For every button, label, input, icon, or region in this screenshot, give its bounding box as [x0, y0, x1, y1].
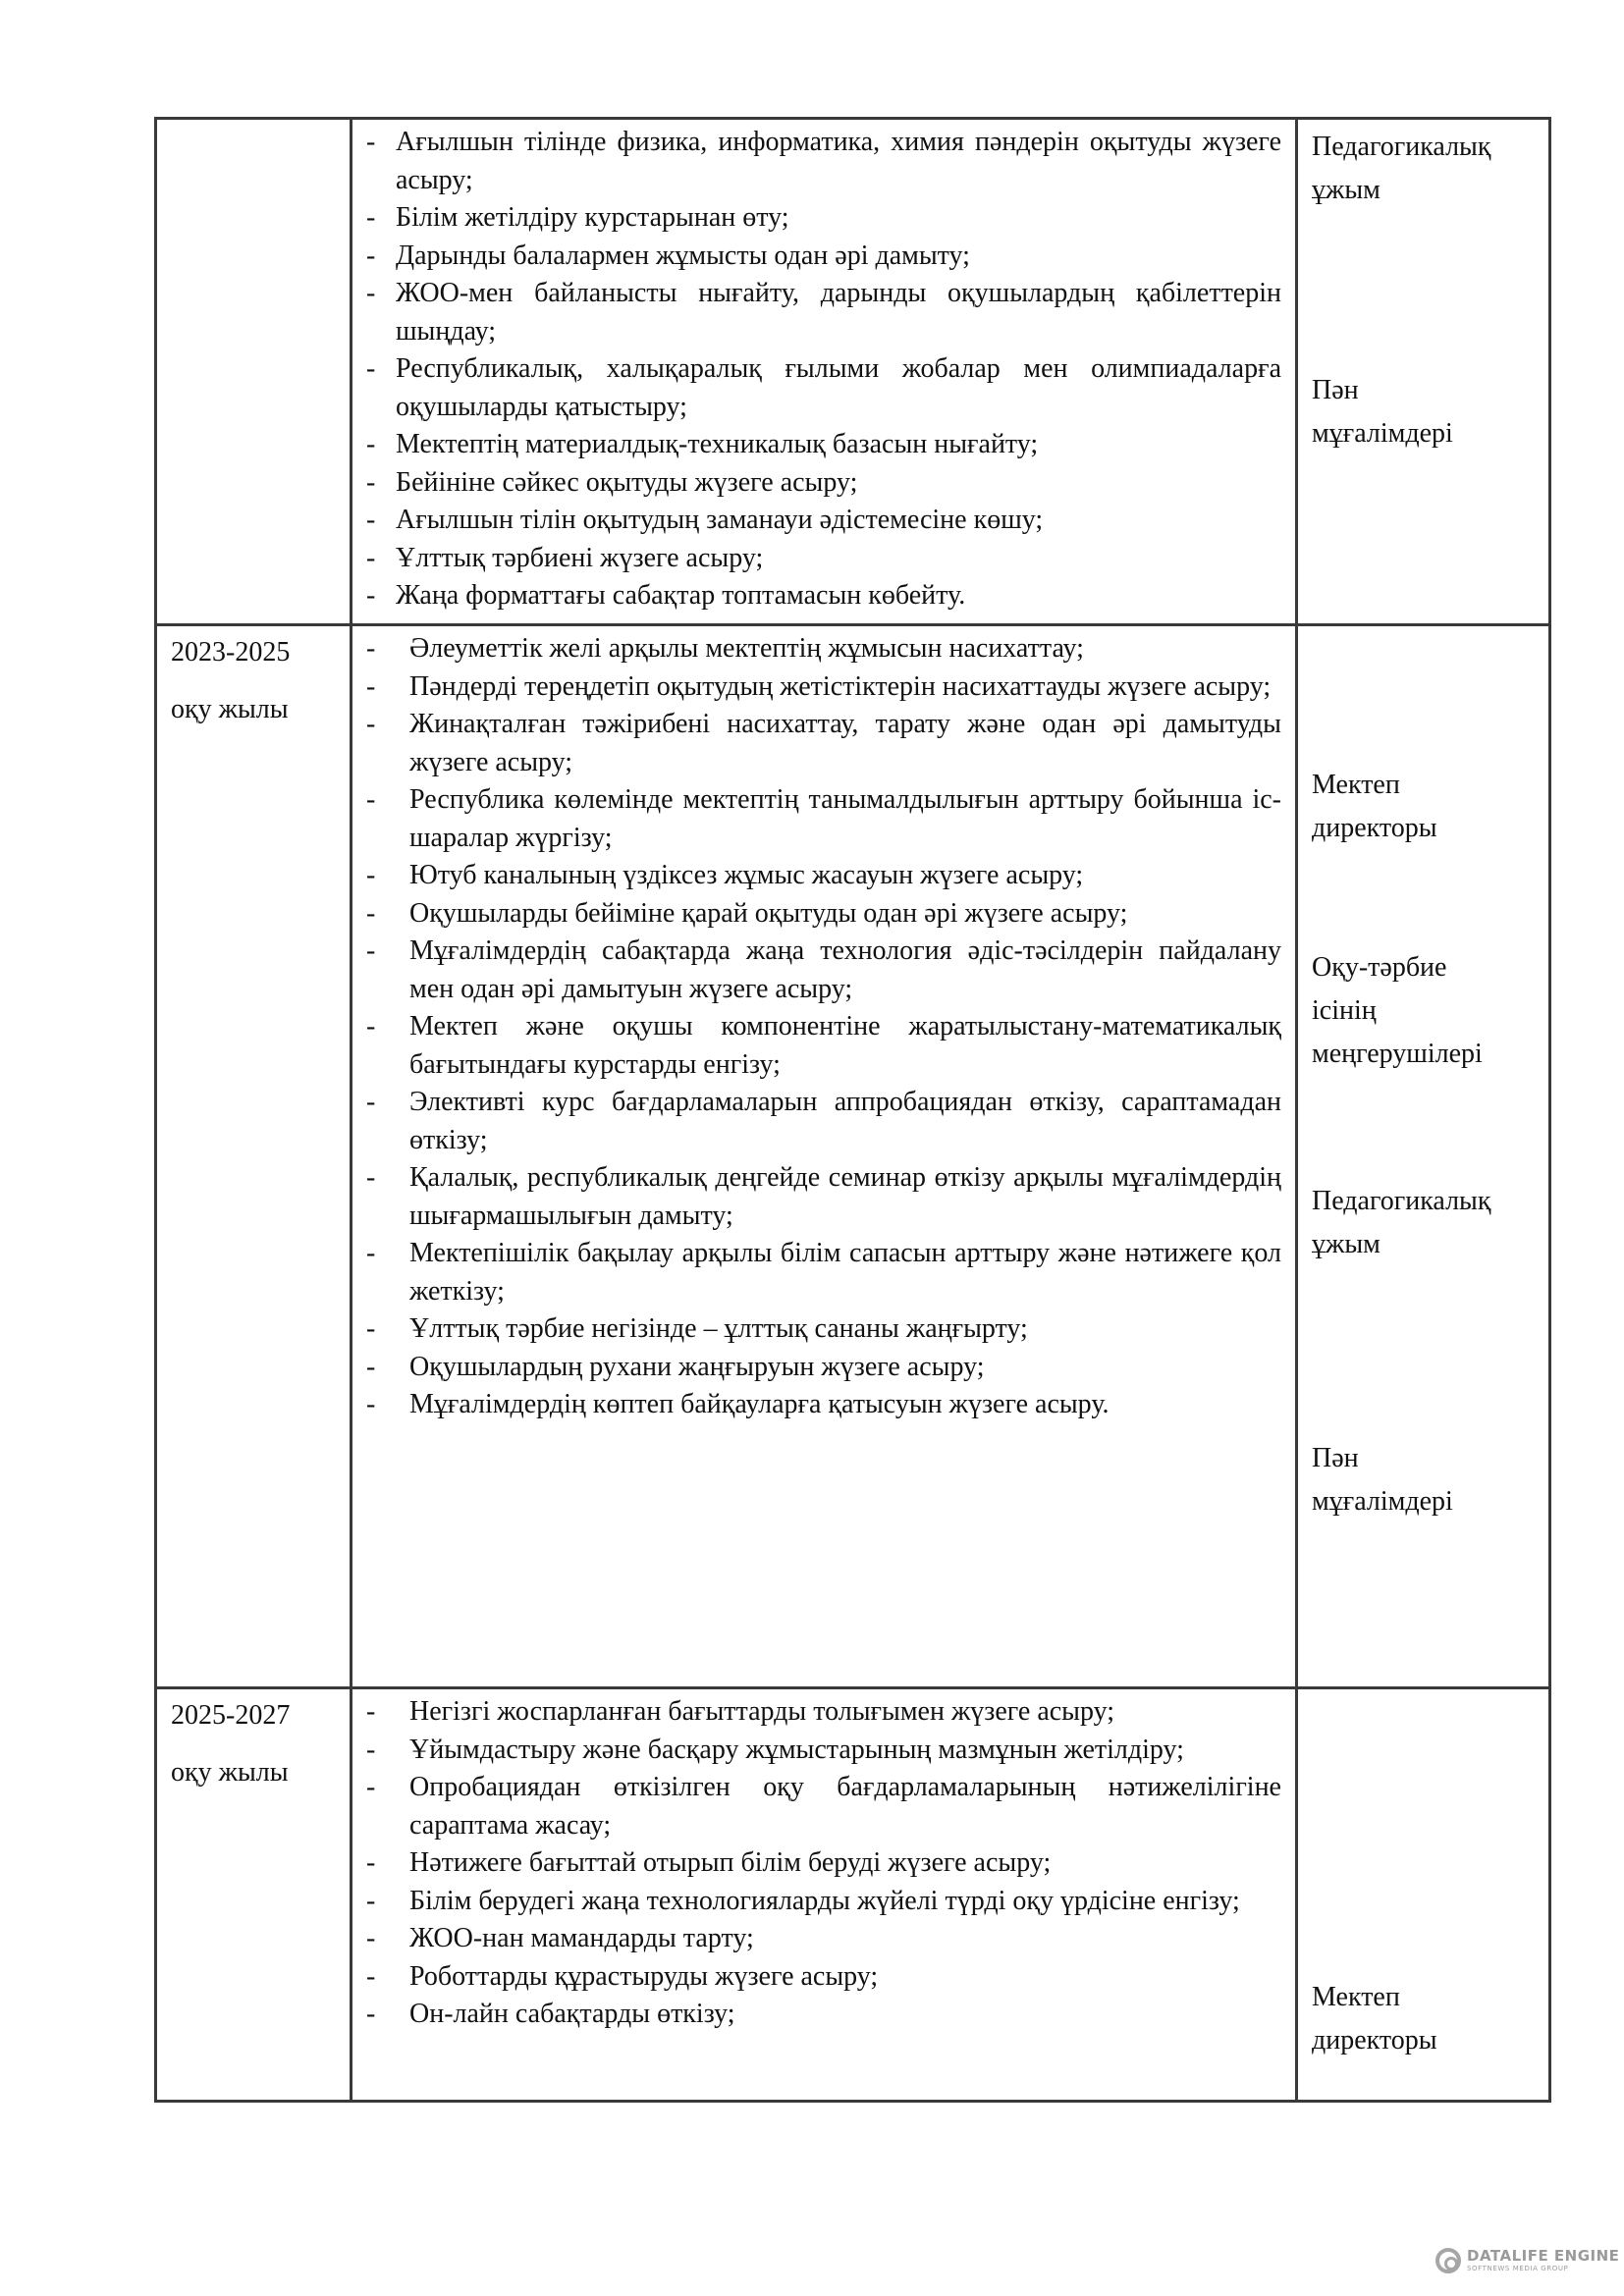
list-item: - Жинақталған тәжірибені насихаттау, тарату және одан әрі дамытуды жүзеге асыру;: [366, 706, 1281, 781]
task-list: [352, 626, 1295, 1432]
year-cell: [156, 625, 352, 1688]
list-item: - Қалалық, республикалық деңгейде семинар өткізу арқылы мұғалімдердің шығармашылығын дамыту;: [366, 1159, 1281, 1235]
list-item: - Он-лайн сабақтарды өткізу;: [366, 1996, 1281, 2034]
list-item: - Ағылшын тілінде физика, информатика, химия пәндерін оқытуды жүзеге асыру;: [366, 124, 1281, 199]
list-item: - Білім берудегі жаңа технологияларды жүйелі түрді оқу үрдісіне енгізу;: [366, 1883, 1281, 1921]
watermark-subtitle: SOFTNEWS MEDIA GROUP: [1467, 2265, 1569, 2272]
list-item: - Білім жетілдіру курстарынан өту;: [366, 199, 1281, 238]
list-item: - Бейініне сәйкес оқытуды жүзеге асыру;: [366, 464, 1281, 503]
list-item: - Оқушылардың рухани жаңғыруын жүзеге асыру;: [366, 1349, 1281, 1387]
list-item: - Жаңа форматтағы сабақтар топтамасын көбейту.: [366, 577, 1281, 615]
datalife-logo-icon: [1435, 2248, 1461, 2273]
year-label: оқу жылы: [171, 694, 289, 724]
table-row: [156, 1688, 1550, 2102]
list-item: - Роботтарды құрастыруды жүзеге асыру;: [366, 1958, 1281, 1997]
list-item: - Ютуб каналының үздіксез жұмыс жасауын жүзеге асыру;: [366, 857, 1281, 895]
list-item: - ЖОО-нан мамандарды тарту;: [366, 1920, 1281, 1958]
list-item: - Әлеуметтік желі арқылы мектептің жұмысын насихаттау;: [366, 630, 1281, 668]
list-item: - Республикалық, халықаралық ғылыми жобалар мен олимпиадаларға оқушыларды қатыстыру;: [366, 350, 1281, 426]
year-label: оқу жылы: [171, 1757, 289, 1788]
list-item: - Ұйымдастыру және басқару жұмыстарының мазмұнын жетілдіру;: [366, 1732, 1281, 1770]
year-range: 2023-2025: [171, 637, 291, 667]
responsible-cell: [1297, 1688, 1550, 2102]
responsible-entry: Мектеп директоры: [1312, 1982, 1437, 2056]
list-item: - Дарынды балалармен жұмысты одан әрі дамыту;: [366, 238, 1281, 276]
responsible-entry: Пән мұғалімдері: [1312, 1443, 1453, 1517]
list-item: - Нәтижеге бағыттай отырып білім беруді жүзеге асыру;: [366, 1844, 1281, 1883]
watermark-brand: DATALIFE ENGINE: [1467, 2247, 1620, 2265]
responsible-entry: Мектеп директоры: [1312, 770, 1437, 843]
list-item: - ЖОО-мен байланысты нығайту, дарынды оқушылардың қабілеттерін шыңдау;: [366, 275, 1281, 350]
year-cell: [156, 119, 352, 625]
list-item: - Опробациядан өткізілген оқу бағдарламаларының нәтижелілігіне сараптама жасау;: [366, 1769, 1281, 1844]
responsible-entry: Пән мұғалімдері: [1312, 375, 1453, 449]
year-range: 2025-2027: [171, 1700, 291, 1731]
list-item: - Ұлттық тәрбиені жүзеге асыру;: [366, 540, 1281, 578]
year-cell: [156, 1688, 352, 2102]
responsible-cell: [1297, 119, 1550, 625]
table-row: [156, 119, 1550, 625]
responsible-entry: Педагогикалық ұжым: [1312, 132, 1491, 205]
list-item: - Негізгі жоспарланған бағыттарды толығымен жүзеге асыру;: [366, 1693, 1281, 1732]
development-plan-table: [154, 117, 1551, 2103]
list-item: - Мұғалімдердің көптеп байқауларға қатысуын жүзеге асыру.: [366, 1386, 1281, 1424]
responsible-cell: [1297, 625, 1550, 1688]
task-list: [352, 120, 1295, 623]
list-item: - Республика көлемінде мектептің танымалдылығын арттыру бойынша іс-шаралар жүргізу;: [366, 781, 1281, 857]
list-item: - Мектепішілік бақылау арқылы білім сапасын арттыру және нәтижеге қол жеткізу;: [366, 1235, 1281, 1310]
list-item: - Пәндерді тереңдетіп оқытудың жетістіктерін насихаттауды жүзеге асыру;: [366, 668, 1281, 707]
task-list: [352, 1689, 1295, 2042]
table-row: [156, 625, 1550, 1688]
list-item: - Ұлттық тәрбие негізінде – ұлттық сананы жаңғырту;: [366, 1310, 1281, 1349]
list-item: - Мұғалімдердің сабақтарда жаңа технология әдіс-тәсілдерін пайдалану мен одан әрі дамытуын жүзеге асыру;: [366, 933, 1281, 1008]
responsible-entry: Педагогикалық ұжым: [1312, 1186, 1491, 1259]
list-item: - Элективті курс бағдарламаларын аппробациядан өткізу, сараптамадан өткізу;: [366, 1084, 1281, 1159]
list-item: - Ағылшын тілін оқытудың заманауи әдістемесіне көшу;: [366, 502, 1281, 540]
watermark: [1435, 2248, 1619, 2273]
list-item: - Оқушыларды бейіміне қарай оқытуды одан әрі жүзеге асыру;: [366, 895, 1281, 934]
tasks-cell: [352, 1688, 1297, 2102]
tasks-cell: [352, 119, 1297, 625]
list-item: - Мектептің материалдық-техникалық базасын нығайту;: [366, 426, 1281, 464]
list-item: - Мектеп және оқушы компонентіне жаратылыстану-математикалық бағытындағы курстарды енгізу;: [366, 1008, 1281, 1084]
responsible-entry: Оқу-тәрбие ісінің меңгерушілері: [1312, 952, 1483, 1069]
tasks-cell: [352, 625, 1297, 1688]
